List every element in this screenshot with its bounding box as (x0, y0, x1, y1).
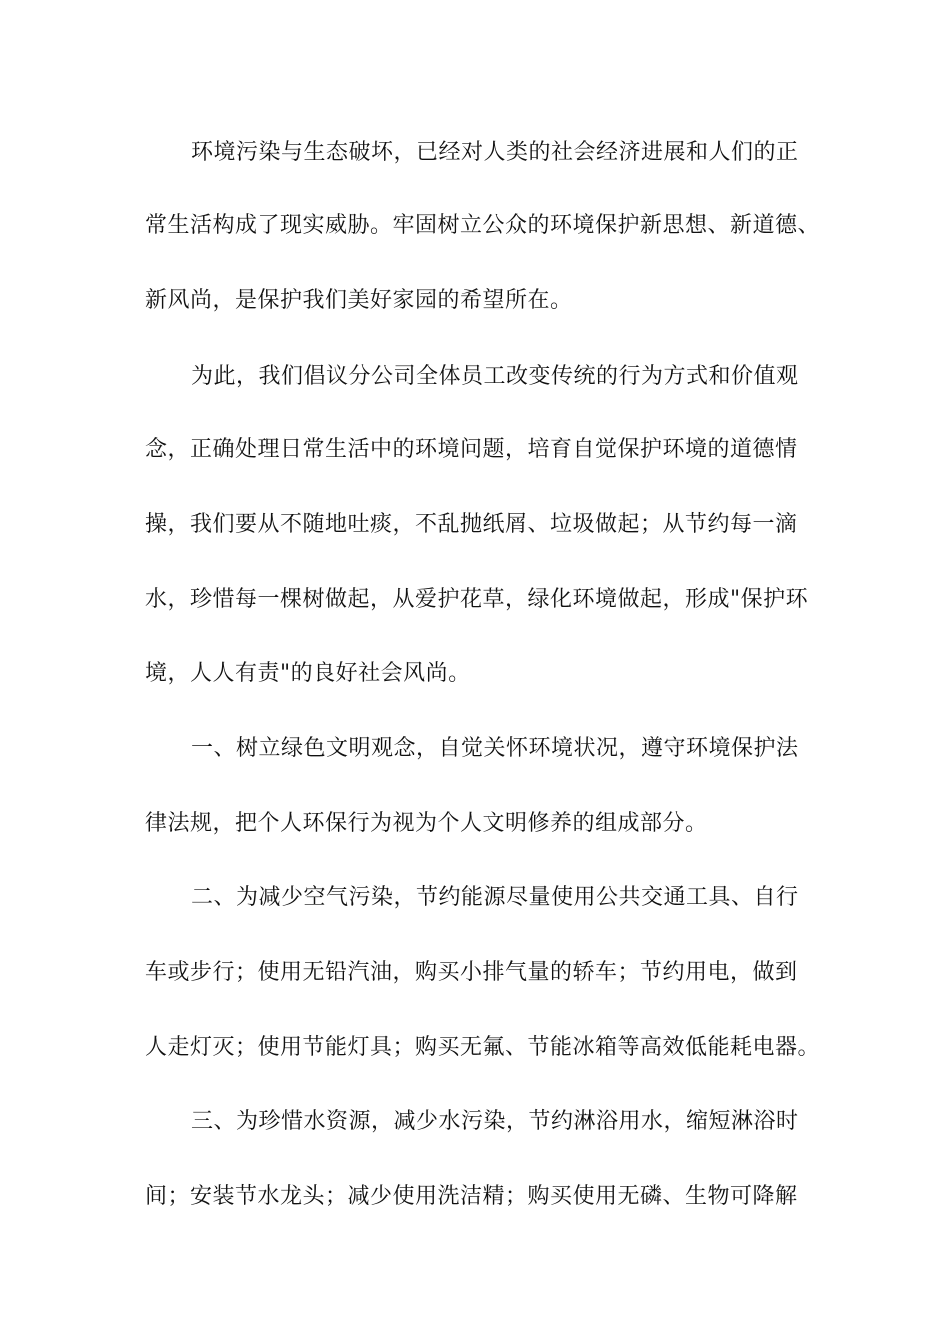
paragraph-3-line-2: 律法规，把个人环保行为视为个人文明修养的组成部分。 (145, 811, 708, 836)
paragraph-4-line-2: 车或步行；使用无铅汽油，购买小排气量的轿车；节约用电，做到 (145, 960, 798, 985)
paragraph-1-line-1: 环境污染与生态破坏，已经对人类的社会经济进展和人们的正 (191, 140, 799, 165)
paragraph-1-line-3: 新风尚，是保护我们美好家园的希望所在。 (145, 288, 573, 313)
paragraph-3-line-1: 一、树立绿色文明观念，自觉关怀环境状况，遵守环境保护法 (191, 736, 799, 761)
paragraph-5-line-2: 间；安装节水龙头；减少使用洗洁精；购买使用无磷、生物可降解 (145, 1184, 798, 1209)
paragraph-4-line-3: 人走灯灭；使用节能灯具；购买无氟、节能冰箱等高效低能耗电器。 (145, 1035, 821, 1060)
paragraph-2-line-4: 水，珍惜每一棵树做起，从爱护花草，绿化环境做起，形成"保护环 (145, 587, 809, 612)
paragraph-4-line-1: 二、为减少空气污染，节约能源尽量使用公共交通工具、自行 (191, 885, 799, 910)
paragraph-1-line-2: 常生活构成了现实威胁。牢固树立公众的环境保护新思想、新道德、 (145, 213, 821, 238)
paragraph-2-line-5: 境，人人有责"的良好社会风尚。 (145, 661, 471, 686)
paragraph-2-line-1: 为此，我们倡议分公司全体员工改变传统的行为方式和价值观 (191, 364, 799, 389)
paragraph-2-line-2: 念，正确处理日常生活中的环境问题，培育自觉保护环境的道德情 (145, 437, 798, 462)
paragraph-2-line-3: 操，我们要从不随地吐痰，不乱抛纸屑、垃圾做起；从节约每一滴 (145, 512, 798, 537)
paragraph-5-line-1: 三、为珍惜水资源，减少水污染，节约淋浴用水，缩短淋浴时 (191, 1109, 799, 1134)
